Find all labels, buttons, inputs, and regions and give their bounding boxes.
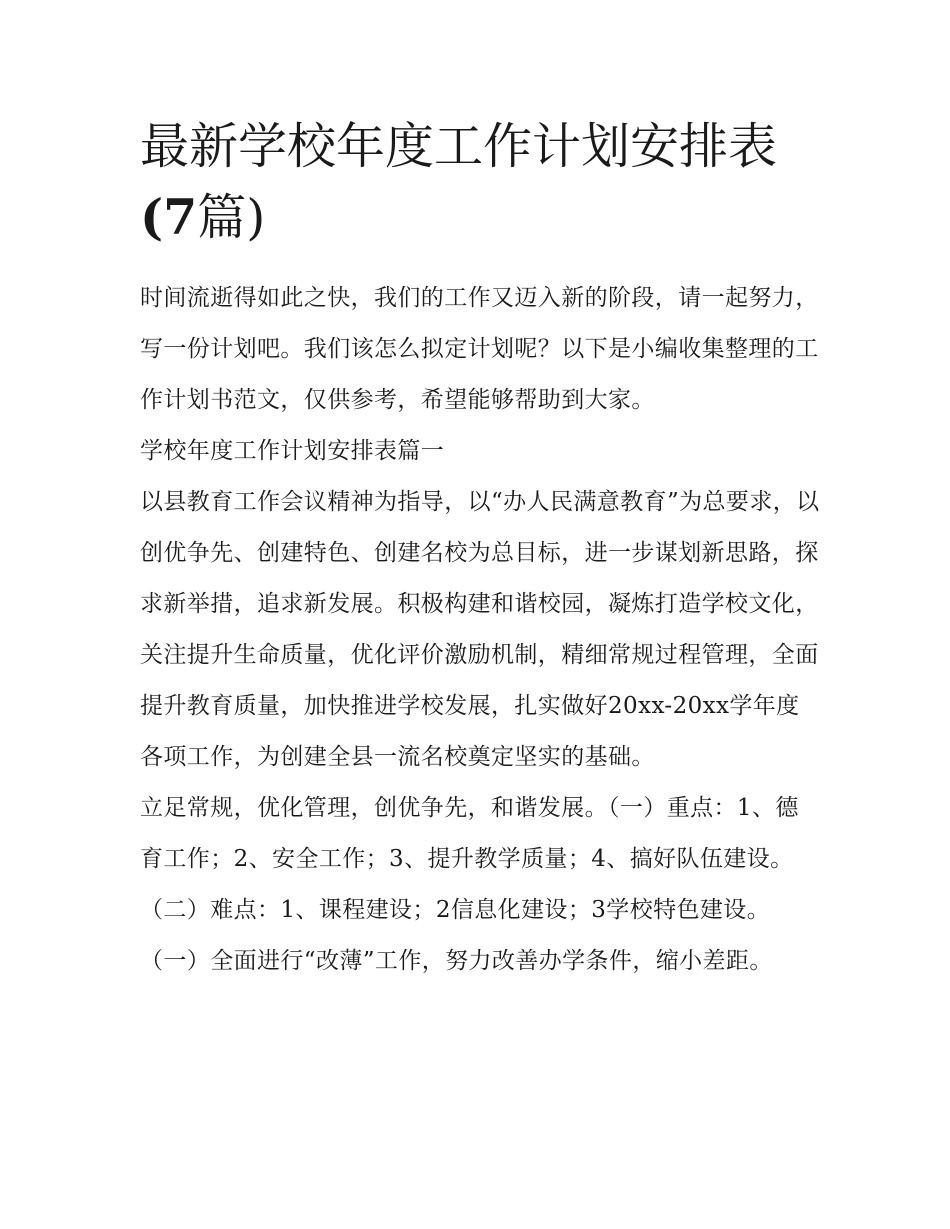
difficulties-paragraph: （二）难点：1、课程建设；2信息化建设；3学校特色建设。 [140,897,771,923]
improvement-paragraph: （一）全面进行“改薄”工作，努力改善办学条件，缩小差距。 [140,948,773,974]
document-body [140,273,820,987]
guiding-paragraph: 以县教育工作会议精神为指导，以“办人民满意教育”为总要求，以创优争先、创建特色、创建名校为总目标，进一步谋划新思路，探求新举措，追求新发展。积极构建和谐校园，凝炼打造学校文化，关注提升生命质量，优化评价激励机制，精细常规过程管理，全面提升教育质量，加快推进学校发展，扎实做好20xx-20xx学年度各项工作，为创建全县一流名校奠定坚实的基础。 [140,489,820,770]
document-content [140,112,820,987]
title-count-prefix: (7 [140,188,198,246]
intro-paragraph: 时间流逝得如此之快，我们的工作又迈入新的阶段，请一起努力，写一份计划吧。我们该怎么拟定计划呢？以下是小编收集整理的工作计划书范文，仅供参考，希望能够帮助到大家。 [140,285,819,413]
title-count-suffix: 篇) [197,189,266,246]
title-line-1: 最新学校年度工作计划安排表 [140,118,778,175]
section-heading: 学校年度工作计划安排表篇一 [140,438,445,464]
document-title [140,112,820,253]
key-points-paragraph: 立足常规，优化管理，创优争先，和谐发展。（一）重点：1、德育工作；2、安全工作；3、提升教学质量；4、搞好队伍建设。 [140,795,799,872]
